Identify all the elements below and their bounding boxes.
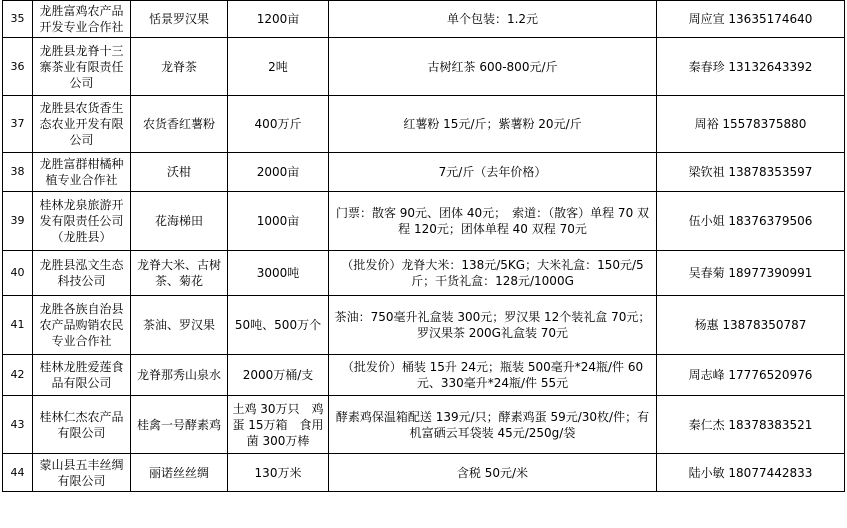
table-row — [3, 192, 845, 251]
product-name: 丽诺丝丝绸 — [131, 454, 228, 492]
product-name: 茶油、罗汉果 — [131, 296, 228, 355]
price-info: 单个包装：1.2元 — [329, 1, 657, 38]
row-number: 35 — [3, 1, 33, 38]
table-row — [3, 38, 845, 96]
company-name: 龙胜县龙脊十三寨茶业有限责任公司 — [33, 38, 131, 96]
row-number: 40 — [3, 251, 33, 296]
company-name: 龙胜富鸡农产品开发专业合作社 — [33, 1, 131, 38]
product-name: 沃柑 — [131, 153, 228, 192]
product-name: 农货香红薯粉 — [131, 96, 228, 153]
contact-info: 吴春菊 18977390991 — [657, 251, 845, 296]
table-row — [3, 1, 845, 38]
row-number: 37 — [3, 96, 33, 153]
contact-info: 杨惠 13878350787 — [657, 296, 845, 355]
table-row — [3, 251, 845, 296]
product-name: 桂禽一号酵素鸡 — [131, 396, 228, 454]
price-info: 7元/斤（去年价格） — [329, 153, 657, 192]
output-quantity: 2吨 — [228, 38, 329, 96]
table-row — [3, 396, 845, 454]
row-number: 44 — [3, 454, 33, 492]
price-info: 酵素鸡保温箱配送 139元/只；酵素鸡蛋 59元/30枚/件；有机富硒云耳袋装 45元/250g/袋 — [329, 396, 657, 454]
contact-info: 伍小姐 18376379506 — [657, 192, 845, 251]
price-info: （批发价）桶装 15升 24元；瓶装 500毫升*24瓶/件 60元、330毫升*24瓶/件 55元 — [329, 355, 657, 396]
contact-info: 周志峰 17776520976 — [657, 355, 845, 396]
price-info: 茶油：750毫升礼盒装 300元；罗汉果 12个装礼盒 70元；罗汉果茶 200G礼盒装 70元 — [329, 296, 657, 355]
table-row — [3, 454, 845, 492]
product-name: 恬景罗汉果 — [131, 1, 228, 38]
output-quantity: 130万米 — [228, 454, 329, 492]
output-quantity: 土鸡 30万只 鸡蛋 15万箱 食用菌 300万棒 — [228, 396, 329, 454]
table-row — [3, 296, 845, 355]
company-name: 龙胜富群柑橘种植专业合作社 — [33, 153, 131, 192]
company-name: 龙胜县泓文生态科技公司 — [33, 251, 131, 296]
product-name: 龙脊那秀山泉水 — [131, 355, 228, 396]
product-name: 龙脊大米、古树茶、菊花 — [131, 251, 228, 296]
contact-info: 陆小敏 18077442833 — [657, 454, 845, 492]
output-quantity: 400万斤 — [228, 96, 329, 153]
company-name: 桂林龙胜爱莲食品有限公司 — [33, 355, 131, 396]
product-name: 龙脊茶 — [131, 38, 228, 96]
price-info: （批发价）龙脊大米：138元/5KG；大米礼盒：150元/5斤；干货礼盒：128元/1000G — [329, 251, 657, 296]
product-name: 花海梯田 — [131, 192, 228, 251]
output-quantity: 2000亩 — [228, 153, 329, 192]
contact-info: 周应宣 13635174640 — [657, 1, 845, 38]
contact-info: 秦春珍 13132643392 — [657, 38, 845, 96]
table-row — [3, 153, 845, 192]
company-name: 蒙山县五丰丝绸有限公司 — [33, 454, 131, 492]
output-quantity: 2000万桶/支 — [228, 355, 329, 396]
row-number: 42 — [3, 355, 33, 396]
price-info: 含税 50元/米 — [329, 454, 657, 492]
contact-info: 梁钦祖 13878353597 — [657, 153, 845, 192]
table-row — [3, 355, 845, 396]
output-quantity: 1000亩 — [228, 192, 329, 251]
contact-info: 秦仁杰 18378383521 — [657, 396, 845, 454]
price-info: 红薯粉 15元/斤；紫薯粉 20元/斤 — [329, 96, 657, 153]
output-quantity: 1200亩 — [228, 1, 329, 38]
row-number: 43 — [3, 396, 33, 454]
row-number: 41 — [3, 296, 33, 355]
company-name: 龙胜各族自治县农产品购销农民专业合作社 — [33, 296, 131, 355]
table-row — [3, 96, 845, 153]
company-name: 龙胜县农货香生态农业开发有限公司 — [33, 96, 131, 153]
output-quantity: 3000吨 — [228, 251, 329, 296]
row-number: 39 — [3, 192, 33, 251]
contact-info: 周裕 15578375880 — [657, 96, 845, 153]
company-name: 桂林龙泉旅游开发有限责任公司（龙胜县） — [33, 192, 131, 251]
output-quantity: 50吨、500万个 — [228, 296, 329, 355]
row-number: 38 — [3, 153, 33, 192]
row-number: 36 — [3, 38, 33, 96]
price-info: 门票：散客 90元、团体 40元； 索道：（散客）单程 70 双程 120元；团体单程 40 双程 70元 — [329, 192, 657, 251]
product-table — [2, 0, 845, 492]
price-info: 古树红茶 600-800元/斤 — [329, 38, 657, 96]
company-name: 桂林仁杰农产品有限公司 — [33, 396, 131, 454]
